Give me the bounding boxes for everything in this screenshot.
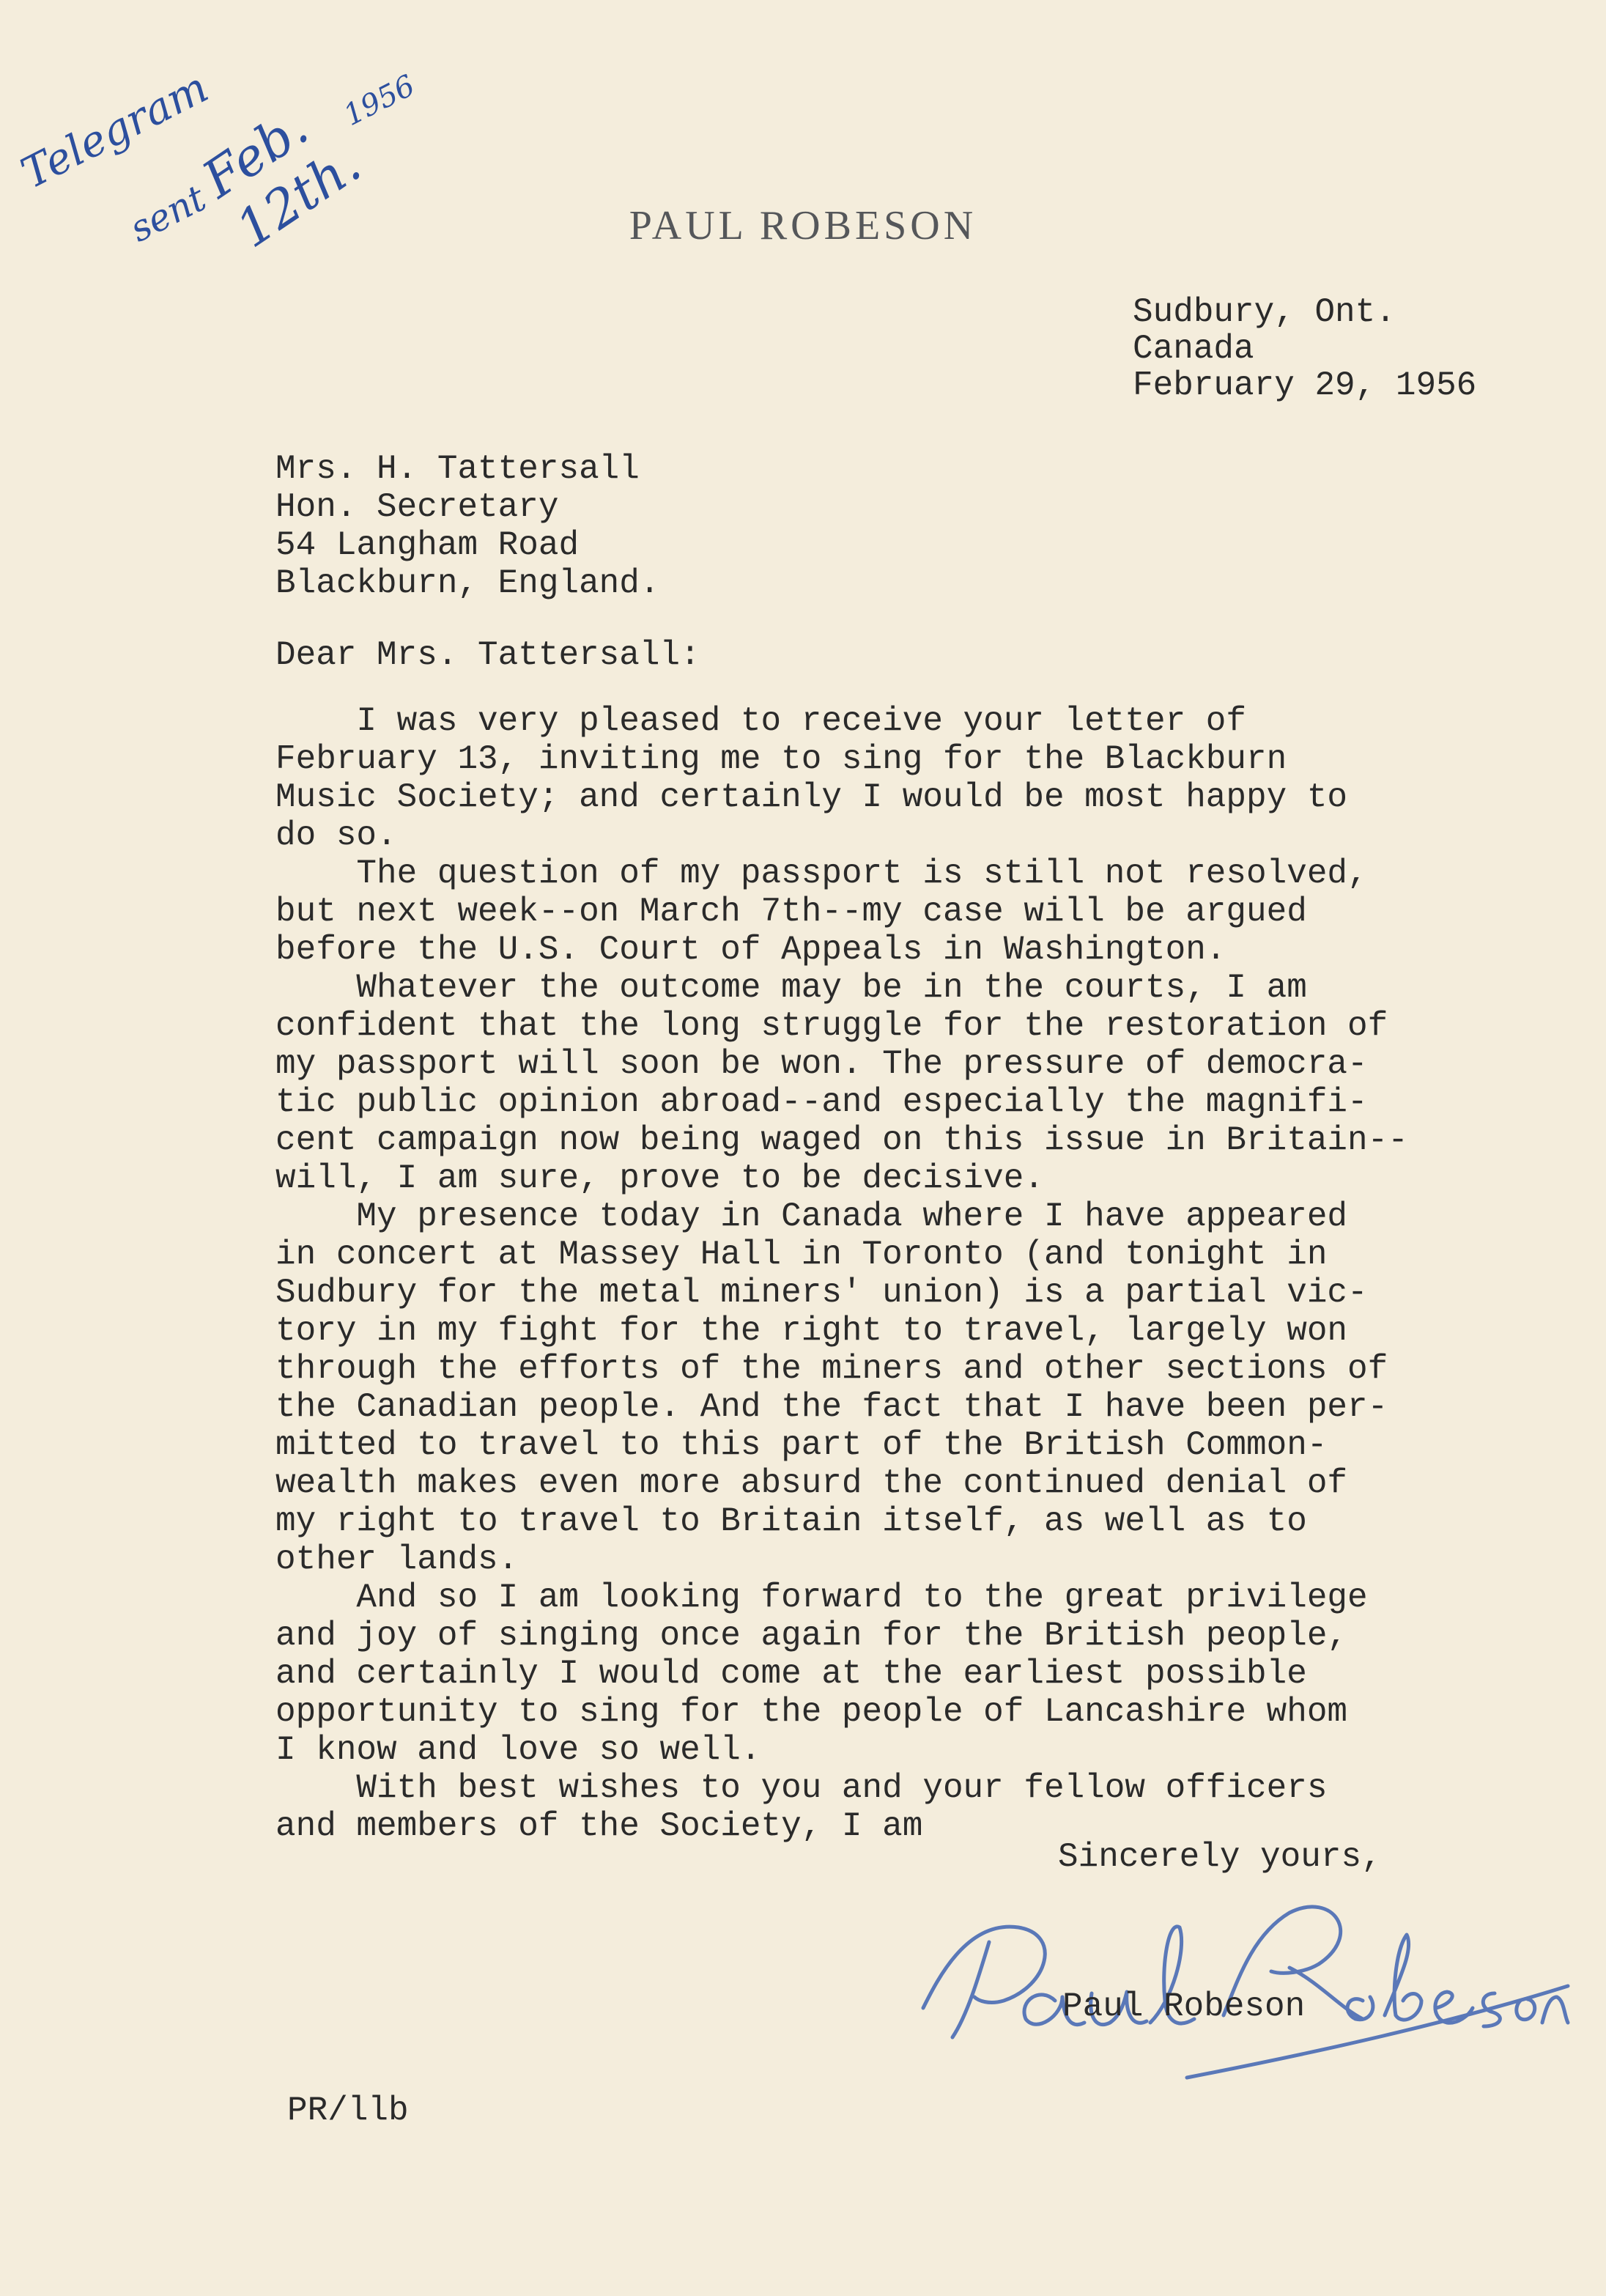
closing-text: Sincerely yours, bbox=[1058, 1838, 1382, 1876]
body-line: My presence today in Canada where I have appeared bbox=[275, 1197, 1348, 1236]
body-line: before the U.S. Court of Appeals in Washington. bbox=[275, 931, 1226, 969]
body-line: opportunity to sing for the people of Lancashire whom bbox=[275, 1693, 1348, 1731]
body-line: February 13, inviting me to sing for the Blackburn bbox=[275, 740, 1287, 778]
body-line: Sudbury for the metal miners' union) is a partial vic- bbox=[275, 1274, 1368, 1312]
margin-note-sent: sent bbox=[123, 177, 213, 251]
body-line: but next week--on March 7th--my case will be argued bbox=[275, 893, 1307, 931]
margin-note-year: 1956 bbox=[338, 68, 421, 133]
body-line: will, I am sure, prove to be decisive. bbox=[275, 1159, 1044, 1197]
body-line: in concert at Massey Hall in Toronto (and tonight in bbox=[275, 1236, 1328, 1274]
body-line: wealth makes even more absurd the continued denial of bbox=[275, 1464, 1348, 1502]
body-line: Music Society; and certainly I would be most happy to bbox=[275, 778, 1348, 816]
dateline-city: Sudbury, Ont. bbox=[1133, 293, 1396, 331]
dateline-country: Canada bbox=[1133, 330, 1254, 368]
salutation-text: Dear Mrs. Tattersall: bbox=[275, 636, 700, 674]
body-line: cent campaign now being waged on this issue in Britain-- bbox=[275, 1121, 1408, 1159]
body-line: confident that the long struggle for the restoration of bbox=[275, 1007, 1388, 1045]
body-line: I know and love so well. bbox=[275, 1731, 761, 1769]
body-line: through the efforts of the miners and other sections of bbox=[275, 1350, 1388, 1388]
reference-text: PR/llb bbox=[287, 2092, 409, 2130]
letterhead-name: PAUL ROBESON bbox=[629, 203, 977, 248]
recipient-name: Mrs. H. Tattersall bbox=[275, 450, 640, 488]
body-line: And so I am looking forward to the great privilege bbox=[275, 1579, 1368, 1617]
typed-name: Paul Robeson bbox=[1062, 1987, 1306, 2026]
body-line: other lands. bbox=[275, 1540, 519, 1579]
body-line: mitted to travel to this part of the British Common- bbox=[275, 1426, 1328, 1464]
dateline bbox=[1133, 293, 1477, 484]
body-line: my right to travel to Britain itself, as well as to bbox=[275, 1502, 1307, 1540]
body-line: Whatever the outcome may be in the courts, I am bbox=[275, 969, 1307, 1007]
body-line: tic public opinion abroad--and especially the magnifi- bbox=[275, 1083, 1368, 1121]
recipient-title: Hon. Secretary bbox=[275, 488, 559, 526]
reference-initials bbox=[287, 2092, 409, 2206]
body-line: tory in my fight for the right to travel, largely won bbox=[275, 1312, 1348, 1350]
dateline-date: February 29, 1956 bbox=[1133, 366, 1477, 405]
body-line: I was very pleased to receive your letter of bbox=[275, 702, 1247, 740]
body-line: The question of my passport is still not resolved, bbox=[275, 854, 1368, 893]
body-line: and members of the Society, I am bbox=[275, 1807, 923, 1845]
body-line: and certainly I would come at the earliest possible bbox=[275, 1655, 1307, 1693]
body-line: and joy of singing once again for the British people, bbox=[275, 1617, 1348, 1655]
margin-note-date: Feb. 12th. bbox=[192, 97, 371, 259]
typed-signature-name bbox=[1062, 1987, 1306, 2102]
margin-note-telegram: Telegram bbox=[13, 62, 216, 199]
recipient-street: 54 Langham Road bbox=[275, 526, 580, 564]
body-line: do so. bbox=[275, 816, 397, 854]
recipient-city: Blackburn, England. bbox=[275, 564, 660, 602]
body-line: the Canadian people. And the fact that I have been per- bbox=[275, 1388, 1388, 1426]
body-line: my passport will soon be won. The pressure of democra- bbox=[275, 1045, 1368, 1083]
body-line: With best wishes to you and your fellow officers bbox=[275, 1769, 1328, 1807]
